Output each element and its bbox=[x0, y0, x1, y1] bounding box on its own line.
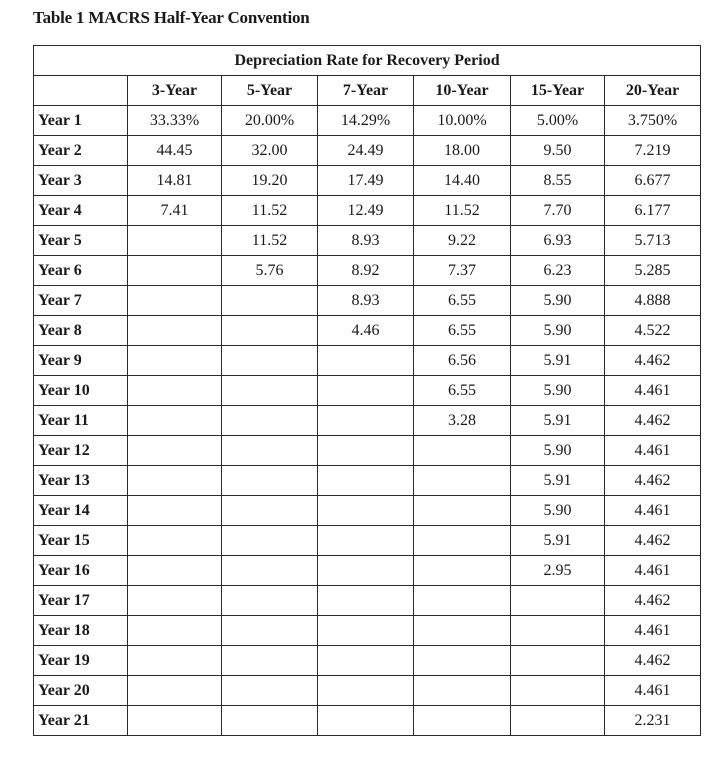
column-header-15-year: 15-Year bbox=[511, 76, 605, 106]
rate-cell bbox=[318, 556, 414, 586]
row-label: Year 16 bbox=[34, 556, 128, 586]
rate-cell: 17.49 bbox=[318, 166, 414, 196]
rate-cell: 5.76 bbox=[222, 256, 318, 286]
rate-cell: 14.81 bbox=[128, 166, 222, 196]
rate-cell: 12.49 bbox=[318, 196, 414, 226]
table-header bbox=[34, 46, 701, 106]
row-label: Year 8 bbox=[34, 316, 128, 346]
rate-cell bbox=[318, 436, 414, 466]
rate-cell bbox=[128, 256, 222, 286]
table-row bbox=[34, 196, 701, 226]
table-row bbox=[34, 646, 701, 676]
row-label: Year 9 bbox=[34, 346, 128, 376]
rate-cell bbox=[128, 346, 222, 376]
rate-cell bbox=[414, 586, 511, 616]
table-body bbox=[34, 106, 701, 736]
rate-cell bbox=[222, 586, 318, 616]
rate-cell bbox=[222, 316, 318, 346]
rate-cell bbox=[318, 586, 414, 616]
rate-cell bbox=[318, 346, 414, 376]
rate-cell: 5.90 bbox=[511, 316, 605, 346]
rate-cell bbox=[222, 436, 318, 466]
rate-cell bbox=[222, 496, 318, 526]
rate-cell: 14.40 bbox=[414, 166, 511, 196]
rate-cell: 9.50 bbox=[511, 136, 605, 166]
table-title: Table 1 MACRS Half-Year Convention bbox=[33, 8, 310, 27]
rate-cell bbox=[222, 406, 318, 436]
table-row bbox=[34, 616, 701, 646]
rate-cell bbox=[318, 526, 414, 556]
rate-cell bbox=[414, 556, 511, 586]
rate-cell bbox=[222, 616, 318, 646]
rate-cell: 6.93 bbox=[511, 226, 605, 256]
rate-cell bbox=[318, 376, 414, 406]
rate-cell: 3.28 bbox=[414, 406, 511, 436]
rate-cell: 5.00% bbox=[511, 106, 605, 136]
row-label: Year 3 bbox=[34, 166, 128, 196]
rate-cell bbox=[222, 286, 318, 316]
table-row bbox=[34, 226, 701, 256]
column-header-10-year: 10-Year bbox=[414, 76, 511, 106]
rate-cell: 4.888 bbox=[605, 286, 701, 316]
rate-cell: 4.462 bbox=[605, 346, 701, 376]
rate-cell: 4.46 bbox=[318, 316, 414, 346]
rate-cell bbox=[318, 406, 414, 436]
rate-cell: 4.461 bbox=[605, 496, 701, 526]
rate-cell bbox=[128, 646, 222, 676]
row-label: Year 5 bbox=[34, 226, 128, 256]
rate-cell bbox=[414, 706, 511, 736]
table-row bbox=[34, 586, 701, 616]
rate-cell: 7.41 bbox=[128, 196, 222, 226]
rate-cell bbox=[511, 586, 605, 616]
rate-cell: 5.91 bbox=[511, 526, 605, 556]
table-row bbox=[34, 436, 701, 466]
rate-cell: 6.55 bbox=[414, 316, 511, 346]
rate-cell bbox=[318, 646, 414, 676]
rate-cell bbox=[128, 376, 222, 406]
table-row bbox=[34, 556, 701, 586]
rate-cell bbox=[222, 526, 318, 556]
rate-cell: 20.00% bbox=[222, 106, 318, 136]
rate-cell: 11.52 bbox=[414, 196, 511, 226]
rate-cell bbox=[318, 616, 414, 646]
rate-cell bbox=[318, 496, 414, 526]
table-row bbox=[34, 406, 701, 436]
rate-cell: 9.22 bbox=[414, 226, 511, 256]
rate-cell bbox=[128, 406, 222, 436]
rate-cell: 14.29% bbox=[318, 106, 414, 136]
rate-cell: 4.461 bbox=[605, 376, 701, 406]
rate-cell: 10.00% bbox=[414, 106, 511, 136]
rate-cell: 7.37 bbox=[414, 256, 511, 286]
rate-cell: 11.52 bbox=[222, 196, 318, 226]
rate-cell: 4.461 bbox=[605, 436, 701, 466]
rate-cell: 5.90 bbox=[511, 436, 605, 466]
rate-cell bbox=[318, 706, 414, 736]
rate-cell: 5.91 bbox=[511, 346, 605, 376]
column-header-3-year: 3-Year bbox=[128, 76, 222, 106]
column-header-7-year: 7-Year bbox=[318, 76, 414, 106]
rate-cell bbox=[318, 676, 414, 706]
rate-cell: 4.461 bbox=[605, 616, 701, 646]
rate-cell: 33.33% bbox=[128, 106, 222, 136]
row-label: Year 12 bbox=[34, 436, 128, 466]
rate-cell: 5.90 bbox=[511, 286, 605, 316]
row-label: Year 15 bbox=[34, 526, 128, 556]
row-label: Year 13 bbox=[34, 466, 128, 496]
table-row bbox=[34, 166, 701, 196]
table-row bbox=[34, 286, 701, 316]
rate-cell: 11.52 bbox=[222, 226, 318, 256]
table-row bbox=[34, 496, 701, 526]
rate-cell bbox=[222, 556, 318, 586]
rate-cell: 4.461 bbox=[605, 676, 701, 706]
rate-cell: 4.462 bbox=[605, 406, 701, 436]
rate-cell: 8.93 bbox=[318, 226, 414, 256]
rate-cell bbox=[128, 676, 222, 706]
row-label: Year 17 bbox=[34, 586, 128, 616]
row-label: Year 19 bbox=[34, 646, 128, 676]
rate-cell: 32.00 bbox=[222, 136, 318, 166]
column-header-5-year: 5-Year bbox=[222, 76, 318, 106]
rate-cell bbox=[414, 646, 511, 676]
column-header-year bbox=[34, 76, 128, 106]
rate-cell: 5.91 bbox=[511, 466, 605, 496]
rate-cell bbox=[414, 496, 511, 526]
rate-cell: 6.177 bbox=[605, 196, 701, 226]
rate-cell bbox=[414, 616, 511, 646]
row-label: Year 1 bbox=[34, 106, 128, 136]
table-row bbox=[34, 376, 701, 406]
rate-cell bbox=[128, 526, 222, 556]
rate-cell: 8.92 bbox=[318, 256, 414, 286]
rate-cell: 5.90 bbox=[511, 376, 605, 406]
rate-cell bbox=[414, 526, 511, 556]
rate-cell bbox=[128, 706, 222, 736]
rate-cell bbox=[222, 646, 318, 676]
rate-cell: 5.713 bbox=[605, 226, 701, 256]
rate-cell bbox=[128, 616, 222, 646]
rate-cell bbox=[414, 676, 511, 706]
rate-cell: 4.462 bbox=[605, 526, 701, 556]
rate-cell: 7.70 bbox=[511, 196, 605, 226]
rate-cell: 6.23 bbox=[511, 256, 605, 286]
rate-cell: 8.55 bbox=[511, 166, 605, 196]
table-row bbox=[34, 106, 701, 136]
rate-cell: 6.55 bbox=[414, 376, 511, 406]
table-row bbox=[34, 316, 701, 346]
rate-cell bbox=[128, 316, 222, 346]
column-header-20-year: 20-Year bbox=[605, 76, 701, 106]
rate-cell bbox=[128, 436, 222, 466]
row-label: Year 20 bbox=[34, 676, 128, 706]
rate-cell bbox=[511, 616, 605, 646]
rate-cell: 19.20 bbox=[222, 166, 318, 196]
table-row bbox=[34, 706, 701, 736]
rate-cell: 8.93 bbox=[318, 286, 414, 316]
rate-cell: 5.91 bbox=[511, 406, 605, 436]
rate-cell: 6.677 bbox=[605, 166, 701, 196]
table-row bbox=[34, 346, 701, 376]
rate-cell bbox=[128, 586, 222, 616]
group-header-row bbox=[34, 46, 701, 76]
rate-cell: 5.285 bbox=[605, 256, 701, 286]
rate-cell: 4.462 bbox=[605, 466, 701, 496]
rate-cell bbox=[511, 646, 605, 676]
rate-cell bbox=[222, 376, 318, 406]
table-row bbox=[34, 256, 701, 286]
rate-cell bbox=[128, 556, 222, 586]
rate-cell bbox=[128, 286, 222, 316]
row-label: Year 4 bbox=[34, 196, 128, 226]
macrs-table bbox=[33, 45, 701, 736]
column-header-row bbox=[34, 76, 701, 106]
rate-cell bbox=[222, 676, 318, 706]
rate-cell: 5.90 bbox=[511, 496, 605, 526]
row-label: Year 18 bbox=[34, 616, 128, 646]
rate-cell: 6.56 bbox=[414, 346, 511, 376]
rate-cell bbox=[222, 466, 318, 496]
row-label: Year 11 bbox=[34, 406, 128, 436]
rate-cell bbox=[414, 466, 511, 496]
rate-cell bbox=[128, 226, 222, 256]
row-label: Year 2 bbox=[34, 136, 128, 166]
table-row bbox=[34, 136, 701, 166]
row-label: Year 14 bbox=[34, 496, 128, 526]
rate-cell: 6.55 bbox=[414, 286, 511, 316]
rate-cell bbox=[414, 436, 511, 466]
row-label: Year 10 bbox=[34, 376, 128, 406]
group-header: Depreciation Rate for Recovery Period bbox=[34, 46, 701, 76]
rate-cell bbox=[222, 706, 318, 736]
rate-cell: 4.522 bbox=[605, 316, 701, 346]
rate-cell: 3.750% bbox=[605, 106, 701, 136]
table-row bbox=[34, 526, 701, 556]
rate-cell: 18.00 bbox=[414, 136, 511, 166]
rate-cell bbox=[511, 706, 605, 736]
rate-cell: 7.219 bbox=[605, 136, 701, 166]
rate-cell bbox=[128, 466, 222, 496]
rate-cell bbox=[318, 466, 414, 496]
rate-cell: 44.45 bbox=[128, 136, 222, 166]
table-row bbox=[34, 466, 701, 496]
rate-cell: 24.49 bbox=[318, 136, 414, 166]
rate-cell: 4.462 bbox=[605, 586, 701, 616]
row-label: Year 7 bbox=[34, 286, 128, 316]
rate-cell bbox=[222, 346, 318, 376]
rate-cell: 2.95 bbox=[511, 556, 605, 586]
rate-cell: 4.461 bbox=[605, 556, 701, 586]
row-label: Year 21 bbox=[34, 706, 128, 736]
rate-cell: 2.231 bbox=[605, 706, 701, 736]
rate-cell bbox=[511, 676, 605, 706]
rate-cell bbox=[128, 496, 222, 526]
row-label: Year 6 bbox=[34, 256, 128, 286]
table-row bbox=[34, 676, 701, 706]
rate-cell: 4.462 bbox=[605, 646, 701, 676]
